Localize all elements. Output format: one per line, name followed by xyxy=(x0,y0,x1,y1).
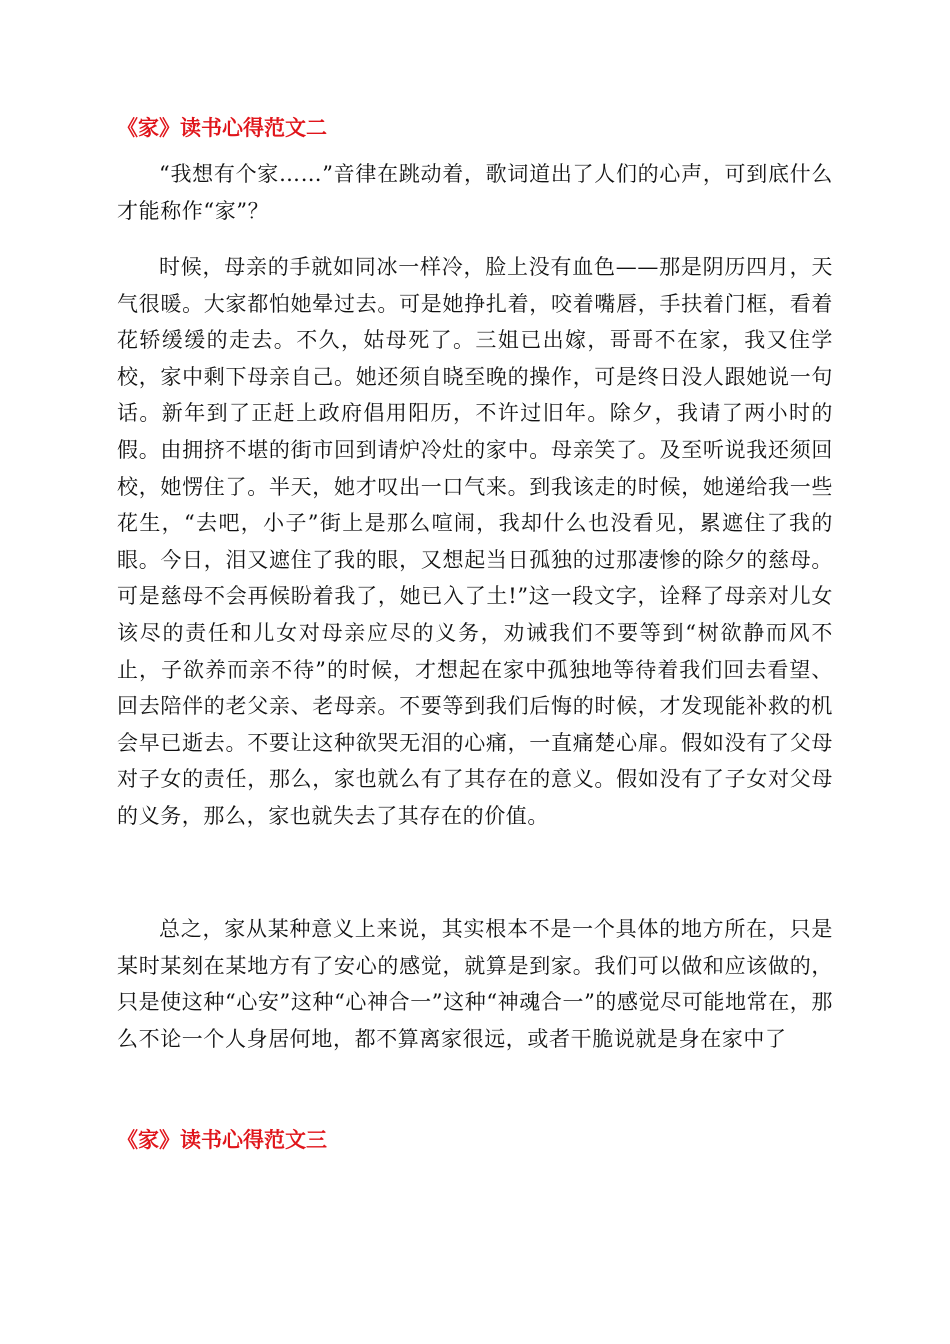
section-heading: 《家》读书心得范文二 xyxy=(117,116,327,140)
section-heading-next: 《家》读书心得范文三 xyxy=(117,1128,327,1152)
paragraph-conclusion: 总之，家从某种意义上来说，其实根本不是一个具体的地方所在，只是某时某刻在某地方有了安心的感觉，就算是到家。我们可以做和应该做的，只是使这种“心安”这种“心神合一”这种“神魂合一”的感觉尽可能地常在，那么不论一个人身居何地，都不算离家很远，或者干脆说就是身在家中了 xyxy=(117,917,834,1051)
paragraph-intro: “我想有个家……”音律在跳动着，歌词道出了人们的心声，可到底什么才能称作“家”？ xyxy=(117,162,833,223)
paragraph-body: 时候，母亲的手就如同冰一样冷，脸上没有血色——那是阴历四月，天气很暖。大家都怕她晕过去。可是她挣扎着，咬着嘴唇，手扶着门框，看着花轿缓缓的走去。不久，姑母死了。三姐已出嫁，哥哥不在家，我又住学校，家中剩下母亲自己。她还须自晓至晚的操作，可是终日没人跟她说一句话。新年到了正赶上政府倡用阳历，不许过旧年。除夕，我请了两小时的假。由拥挤不堪的街市回到请炉冷灶的家中。母亲笑了。及至听说我还须回校，她愣住了。半天，她才叹出一口气来。到我该走的时候，她递给我一些花生，“去吧，小子”街上是那么喧闹，我却什么也没看见，累遮住了我的眼。今日，泪又遮住了我的眼，又想起当日孤独的过那凄惨的除夕的慈母。可是慈母不会再候盼着我了，她已入了土!”这一段文字，诠释了母亲对儿女该尽的责任和儿女对母亲应尽的义务，劝诫我们不要等到“树欲静而风不止，子欲养而亲不待”的时候，才想起在家中孤独地等待着我们回去看望、回去陪伴的老父亲、老母亲。不要等到我们后悔的时候，才发现能补救的机会早已逝去。不要让这种欲哭无泪的心痛，一直痛楚心扉。假如没有了父母对子女的责任，那么，家也就么有了其存在的意义。假如没有了子女对父母的义务，那么，家也就失去了其存在的价值。 xyxy=(117,255,833,828)
